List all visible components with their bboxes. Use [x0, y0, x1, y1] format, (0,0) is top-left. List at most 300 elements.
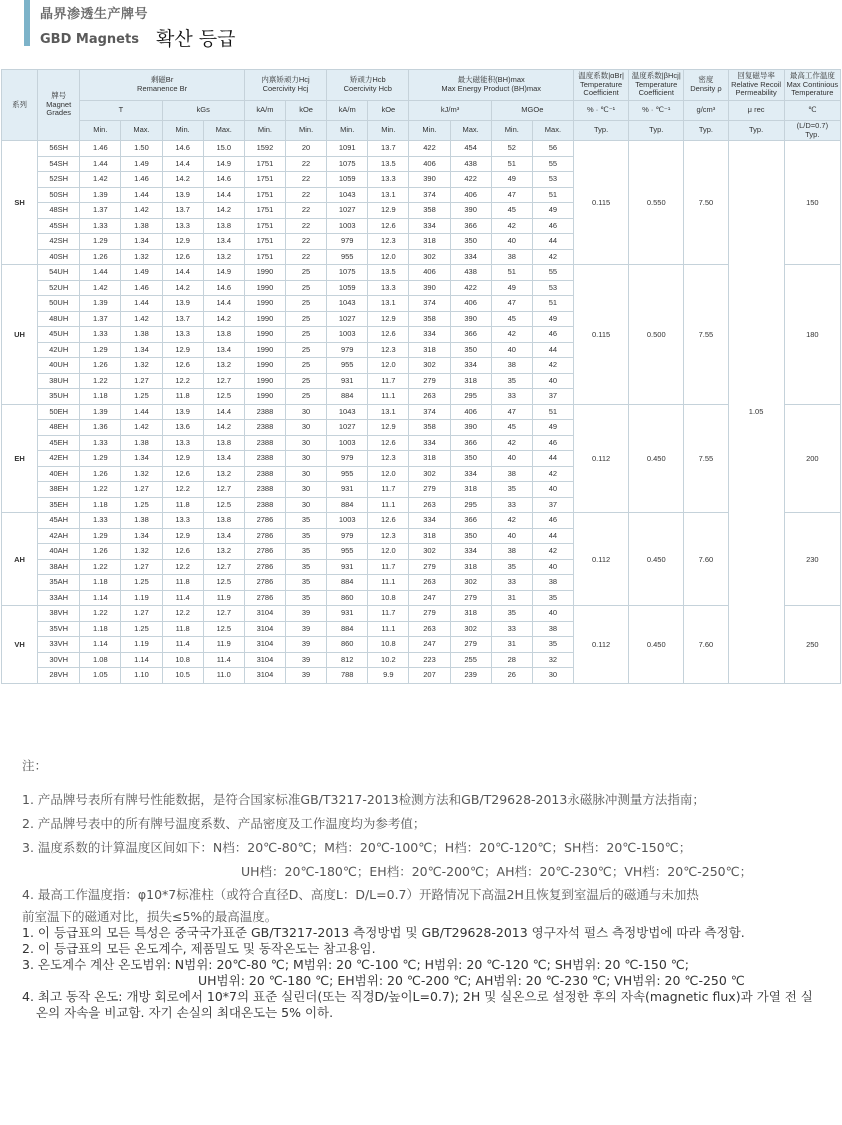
- value-cell: 13.8: [203, 435, 244, 451]
- value-cell: 13.4: [203, 234, 244, 250]
- alpha-br-value: 0.115: [573, 141, 628, 265]
- value-cell: 14.2: [162, 172, 203, 188]
- value-cell: 33: [491, 575, 532, 591]
- value-cell: 334: [409, 435, 450, 451]
- value-cell: 1.25: [121, 497, 162, 513]
- header-minmax: Min.: [244, 121, 285, 141]
- value-cell: 55: [532, 156, 573, 172]
- value-cell: 3104: [244, 621, 285, 637]
- value-cell: 11.7: [368, 482, 409, 498]
- alpha-br-value: 0.112: [573, 606, 628, 684]
- note-ko-2: 2. 이 등급표의 모든 온도계수, 제품밀도 및 동작온도는 참고용임.: [22, 941, 376, 956]
- alpha-br-value: 0.112: [573, 404, 628, 513]
- value-cell: 239: [450, 668, 491, 684]
- value-cell: 25: [286, 296, 327, 312]
- value-cell: 12.6: [368, 435, 409, 451]
- value-cell: 12.3: [368, 528, 409, 544]
- value-cell: 1.42: [80, 172, 121, 188]
- value-cell: 302: [450, 621, 491, 637]
- table-row: [2, 404, 841, 420]
- value-cell: 1.39: [80, 296, 121, 312]
- value-cell: 42: [491, 327, 532, 343]
- value-cell: 12.3: [368, 451, 409, 467]
- value-cell: 12.9: [368, 420, 409, 436]
- value-cell: 1.33: [80, 435, 121, 451]
- header-typ: Typ.: [629, 121, 684, 141]
- header-minmax: Min.: [162, 121, 203, 141]
- value-cell: 40: [491, 451, 532, 467]
- grade-cell: 52SH: [38, 172, 80, 188]
- value-cell: 10.8: [368, 637, 409, 653]
- header-minmax: Max.: [203, 121, 244, 141]
- value-cell: 422: [409, 141, 450, 157]
- value-cell: 1.26: [80, 544, 121, 560]
- value-cell: 1.19: [121, 590, 162, 606]
- value-cell: 12.7: [203, 606, 244, 622]
- value-cell: 13.3: [162, 513, 203, 529]
- value-cell: 931: [327, 559, 368, 575]
- value-cell: 40: [491, 234, 532, 250]
- header-unit: MGOe: [491, 101, 573, 121]
- value-cell: 1.32: [121, 466, 162, 482]
- value-cell: 12.9: [162, 342, 203, 358]
- value-cell: 42: [532, 544, 573, 560]
- grade-cell: 38UH: [38, 373, 80, 389]
- value-cell: 13.5: [368, 156, 409, 172]
- title-korean: 확산 등급: [156, 28, 236, 50]
- value-cell: 11.7: [368, 606, 409, 622]
- value-cell: 1.34: [121, 528, 162, 544]
- series-name: SH: [2, 141, 38, 265]
- value-cell: 49: [532, 420, 573, 436]
- value-cell: 52: [491, 141, 532, 157]
- value-cell: 1.44: [121, 404, 162, 420]
- value-cell: 931: [327, 373, 368, 389]
- value-cell: 1.29: [80, 451, 121, 467]
- value-cell: 11.1: [368, 621, 409, 637]
- value-cell: 12.9: [368, 311, 409, 327]
- value-cell: 14.4: [203, 187, 244, 203]
- table-body: [2, 141, 841, 684]
- value-cell: 979: [327, 342, 368, 358]
- value-cell: 318: [450, 373, 491, 389]
- value-cell: 30: [286, 466, 327, 482]
- value-cell: 31: [491, 590, 532, 606]
- value-cell: 1043: [327, 404, 368, 420]
- value-cell: 1075: [327, 156, 368, 172]
- value-cell: 14.4: [162, 156, 203, 172]
- header-group: 剩磁Br Remanence Br: [80, 70, 245, 101]
- value-cell: 1.14: [80, 637, 121, 653]
- value-cell: 39: [286, 621, 327, 637]
- value-cell: 30: [286, 420, 327, 436]
- note-cn-1: 1. 产品牌号表所有牌号性能数据，是符合国家标准GB/T3217-2013检测方法和GB/T29628-2013永磁脉冲测量方法指南；: [22, 792, 705, 807]
- grade-cell: 54UH: [38, 265, 80, 281]
- header-typ: Typ.: [684, 121, 728, 141]
- value-cell: 49: [491, 280, 532, 296]
- value-cell: 51: [491, 156, 532, 172]
- value-cell: 1075: [327, 265, 368, 281]
- value-cell: 1.18: [80, 389, 121, 405]
- value-cell: 1751: [244, 203, 285, 219]
- value-cell: 1.25: [121, 389, 162, 405]
- value-cell: 1.29: [80, 342, 121, 358]
- density-value: 7.55: [684, 404, 728, 513]
- grade-cell: 48EH: [38, 420, 80, 436]
- value-cell: 1990: [244, 296, 285, 312]
- value-cell: 302: [409, 358, 450, 374]
- value-cell: 295: [450, 389, 491, 405]
- max-temp-value: 250: [784, 606, 840, 684]
- value-cell: 358: [409, 311, 450, 327]
- header-unit: g/cm³: [684, 101, 728, 121]
- header-typ: Typ.: [728, 121, 784, 141]
- value-cell: 13.3: [368, 280, 409, 296]
- value-cell: 366: [450, 218, 491, 234]
- value-cell: 374: [409, 404, 450, 420]
- value-cell: 45: [491, 311, 532, 327]
- grade-cell: 45SH: [38, 218, 80, 234]
- value-cell: 11.4: [162, 590, 203, 606]
- value-cell: 11.7: [368, 373, 409, 389]
- series-name: EH: [2, 404, 38, 513]
- value-cell: 13.2: [203, 544, 244, 560]
- grade-cell: 38VH: [38, 606, 80, 622]
- value-cell: 1.44: [80, 156, 121, 172]
- grade-cell: 30VH: [38, 652, 80, 668]
- value-cell: 1.32: [121, 544, 162, 560]
- value-cell: 14.6: [203, 280, 244, 296]
- value-cell: 1.46: [121, 280, 162, 296]
- value-cell: 1.26: [80, 358, 121, 374]
- value-cell: 1990: [244, 373, 285, 389]
- header-unit: % · ℃⁻¹: [629, 101, 684, 121]
- value-cell: 12.5: [203, 389, 244, 405]
- value-cell: 1.46: [80, 141, 121, 157]
- value-cell: 1.22: [80, 482, 121, 498]
- value-cell: 1990: [244, 327, 285, 343]
- value-cell: 35: [286, 513, 327, 529]
- value-cell: 30: [286, 435, 327, 451]
- header-single: 最高工作温度 Max Continious Temperature: [784, 70, 840, 101]
- value-cell: 2388: [244, 451, 285, 467]
- value-cell: 10.5: [162, 668, 203, 684]
- value-cell: 46: [532, 513, 573, 529]
- value-cell: 223: [409, 652, 450, 668]
- value-cell: 39: [286, 652, 327, 668]
- value-cell: 12.9: [162, 528, 203, 544]
- header-single: 密度 Density ρ: [684, 70, 728, 101]
- value-cell: 13.2: [203, 358, 244, 374]
- grade-cell: 50UH: [38, 296, 80, 312]
- value-cell: 40: [532, 606, 573, 622]
- value-cell: 12.6: [162, 466, 203, 482]
- value-cell: 1.27: [121, 373, 162, 389]
- value-cell: 358: [409, 420, 450, 436]
- value-cell: 334: [450, 544, 491, 560]
- value-cell: 1592: [244, 141, 285, 157]
- alpha-br-value: 0.112: [573, 513, 628, 606]
- value-cell: 13.7: [368, 141, 409, 157]
- value-cell: 860: [327, 637, 368, 653]
- header-unit: kOe: [286, 101, 327, 121]
- value-cell: 955: [327, 249, 368, 265]
- value-cell: 860: [327, 590, 368, 606]
- value-cell: 406: [450, 404, 491, 420]
- header-minmax: Min.: [368, 121, 409, 141]
- grade-cell: 45EH: [38, 435, 80, 451]
- value-cell: 1.10: [121, 668, 162, 684]
- value-cell: 12.0: [368, 466, 409, 482]
- value-cell: 1751: [244, 172, 285, 188]
- notes-chinese: [22, 756, 822, 928]
- value-cell: 884: [327, 621, 368, 637]
- value-cell: 1.36: [80, 420, 121, 436]
- value-cell: 32: [532, 652, 573, 668]
- value-cell: 3104: [244, 668, 285, 684]
- value-cell: 47: [491, 187, 532, 203]
- value-cell: 279: [409, 606, 450, 622]
- value-cell: 39: [286, 606, 327, 622]
- value-cell: 12.5: [203, 575, 244, 591]
- value-cell: 1.14: [121, 652, 162, 668]
- value-cell: 13.6: [162, 420, 203, 436]
- value-cell: 22: [286, 156, 327, 172]
- value-cell: 1751: [244, 156, 285, 172]
- value-cell: 454: [450, 141, 491, 157]
- value-cell: 44: [532, 342, 573, 358]
- max-temp-value: 200: [784, 404, 840, 513]
- value-cell: 12.3: [368, 234, 409, 250]
- value-cell: 1003: [327, 435, 368, 451]
- value-cell: 1.37: [80, 203, 121, 219]
- note-cn-4b: 前室温下的磁通对比，损失≤5%的最高温度。: [22, 909, 278, 924]
- grade-cell: 48UH: [38, 311, 80, 327]
- grade-cell: 38EH: [38, 482, 80, 498]
- value-cell: 49: [532, 203, 573, 219]
- value-cell: 49: [491, 172, 532, 188]
- grade-cell: 33AH: [38, 590, 80, 606]
- value-cell: 1.08: [80, 652, 121, 668]
- beta-hcj-value: 0.500: [629, 265, 684, 405]
- value-cell: 38: [491, 544, 532, 560]
- value-cell: 12.2: [162, 482, 203, 498]
- value-cell: 2786: [244, 590, 285, 606]
- value-cell: 12.6: [368, 513, 409, 529]
- value-cell: 46: [532, 435, 573, 451]
- grade-cell: 33VH: [38, 637, 80, 653]
- value-cell: 1.29: [80, 234, 121, 250]
- value-cell: 279: [409, 373, 450, 389]
- value-cell: 2786: [244, 513, 285, 529]
- value-cell: 10.8: [162, 652, 203, 668]
- value-cell: 2388: [244, 466, 285, 482]
- table-row: [2, 606, 841, 622]
- grade-cell: 40EH: [38, 466, 80, 482]
- value-cell: 1.37: [80, 311, 121, 327]
- value-cell: 255: [450, 652, 491, 668]
- value-cell: 12.6: [162, 544, 203, 560]
- value-cell: 1.39: [80, 187, 121, 203]
- value-cell: 350: [450, 528, 491, 544]
- value-cell: 2388: [244, 435, 285, 451]
- header-typ: Typ.: [573, 121, 628, 141]
- value-cell: 35: [286, 544, 327, 560]
- value-cell: 3104: [244, 637, 285, 653]
- value-cell: 12.5: [203, 497, 244, 513]
- value-cell: 47: [491, 296, 532, 312]
- value-cell: 11.8: [162, 389, 203, 405]
- header-single: 回复磁导率 Relative Recoil Permeability: [728, 70, 784, 101]
- value-cell: 207: [409, 668, 450, 684]
- value-cell: 46: [532, 327, 573, 343]
- value-cell: 14.4: [203, 296, 244, 312]
- value-cell: 1751: [244, 234, 285, 250]
- note-cn-3a: 3. 温度系数的计算温度区间如下：N档：20℃-80℃；M档：20℃-100℃；H档：20℃-120℃；SH档：20℃-150℃；: [22, 840, 692, 855]
- value-cell: 422: [450, 172, 491, 188]
- value-cell: 11.1: [368, 575, 409, 591]
- beta-hcj-value: 0.450: [629, 404, 684, 513]
- grade-cell: 52UH: [38, 280, 80, 296]
- value-cell: 1.18: [80, 575, 121, 591]
- title-chinese: 晶界渗透生产牌号: [40, 7, 149, 22]
- grade-cell: 38AH: [38, 559, 80, 575]
- value-cell: 11.8: [162, 575, 203, 591]
- value-cell: 955: [327, 544, 368, 560]
- value-cell: 25: [286, 280, 327, 296]
- value-cell: 3104: [244, 606, 285, 622]
- grade-cell: 28VH: [38, 668, 80, 684]
- value-cell: 334: [450, 466, 491, 482]
- recoil-permeability-value: 1.05: [728, 141, 784, 684]
- table-row: [2, 141, 841, 157]
- value-cell: 40: [532, 482, 573, 498]
- value-cell: 25: [286, 389, 327, 405]
- value-cell: 30: [532, 668, 573, 684]
- value-cell: 390: [409, 172, 450, 188]
- value-cell: 1.42: [121, 311, 162, 327]
- value-cell: 279: [409, 482, 450, 498]
- value-cell: 13.3: [162, 327, 203, 343]
- value-cell: 2388: [244, 482, 285, 498]
- value-cell: 318: [450, 482, 491, 498]
- value-cell: 51: [532, 404, 573, 420]
- value-cell: 44: [532, 451, 573, 467]
- series-name: VH: [2, 606, 38, 684]
- value-cell: 1.18: [80, 621, 121, 637]
- table-row: [2, 265, 841, 281]
- value-cell: 979: [327, 234, 368, 250]
- value-cell: 1.22: [80, 559, 121, 575]
- value-cell: 334: [450, 358, 491, 374]
- value-cell: 55: [532, 265, 573, 281]
- value-cell: 1.27: [121, 606, 162, 622]
- value-cell: 38: [532, 575, 573, 591]
- value-cell: 302: [409, 466, 450, 482]
- value-cell: 26: [491, 668, 532, 684]
- grade-cell: 35EH: [38, 497, 80, 513]
- grade-cell: 35AH: [38, 575, 80, 591]
- value-cell: 40: [532, 373, 573, 389]
- max-temp-value: 230: [784, 513, 840, 606]
- header-unit: kGs: [162, 101, 244, 121]
- value-cell: 1043: [327, 296, 368, 312]
- value-cell: 1.33: [80, 513, 121, 529]
- value-cell: 20: [286, 141, 327, 157]
- value-cell: 11.1: [368, 497, 409, 513]
- value-cell: 12.6: [162, 249, 203, 265]
- value-cell: 1.26: [80, 249, 121, 265]
- value-cell: 14.9: [203, 265, 244, 281]
- value-cell: 12.2: [162, 606, 203, 622]
- value-cell: 1.49: [121, 265, 162, 281]
- grade-cell: 50EH: [38, 404, 80, 420]
- value-cell: 350: [450, 234, 491, 250]
- value-cell: 13.3: [368, 172, 409, 188]
- value-cell: 38: [491, 358, 532, 374]
- value-cell: 42: [491, 435, 532, 451]
- value-cell: 279: [409, 559, 450, 575]
- value-cell: 22: [286, 172, 327, 188]
- value-cell: 13.1: [368, 296, 409, 312]
- value-cell: 10.2: [368, 652, 409, 668]
- max-temp-value: 150: [784, 141, 840, 265]
- value-cell: 12.6: [162, 358, 203, 374]
- value-cell: 56: [532, 141, 573, 157]
- value-cell: 22: [286, 203, 327, 219]
- value-cell: 35: [286, 575, 327, 591]
- value-cell: 979: [327, 451, 368, 467]
- value-cell: 14.2: [162, 280, 203, 296]
- header-minmax: Min.: [80, 121, 121, 141]
- value-cell: 38: [532, 621, 573, 637]
- value-cell: 374: [409, 187, 450, 203]
- grade-cell: 56SH: [38, 141, 80, 157]
- title-english: GBD Magnets: [40, 32, 139, 47]
- header-unit: % · ℃⁻¹: [573, 101, 628, 121]
- header-group: 最大磁能积(BH)max Max Energy Product (BH)max: [409, 70, 574, 101]
- grade-cell: 35VH: [38, 621, 80, 637]
- value-cell: 406: [450, 187, 491, 203]
- value-cell: 12.0: [368, 544, 409, 560]
- value-cell: 979: [327, 528, 368, 544]
- value-cell: 1.19: [121, 637, 162, 653]
- value-cell: 1.42: [121, 420, 162, 436]
- value-cell: 1027: [327, 420, 368, 436]
- value-cell: 13.7: [162, 203, 203, 219]
- value-cell: 11.7: [368, 559, 409, 575]
- header-minmax: Min.: [327, 121, 368, 141]
- value-cell: 11.1: [368, 389, 409, 405]
- value-cell: 366: [450, 513, 491, 529]
- value-cell: 1003: [327, 327, 368, 343]
- value-cell: 2388: [244, 420, 285, 436]
- value-cell: 884: [327, 389, 368, 405]
- value-cell: 11.0: [203, 668, 244, 684]
- value-cell: 1.38: [121, 513, 162, 529]
- value-cell: 11.4: [162, 637, 203, 653]
- header-group: 内禀矫顽力Hcj Coercivity Hcj: [244, 70, 326, 101]
- value-cell: 12.9: [162, 234, 203, 250]
- value-cell: 30: [286, 482, 327, 498]
- value-cell: 12.6: [368, 218, 409, 234]
- value-cell: 438: [450, 156, 491, 172]
- value-cell: 46: [532, 218, 573, 234]
- value-cell: 247: [409, 637, 450, 653]
- value-cell: 1059: [327, 172, 368, 188]
- value-cell: 2786: [244, 559, 285, 575]
- value-cell: 12.2: [162, 559, 203, 575]
